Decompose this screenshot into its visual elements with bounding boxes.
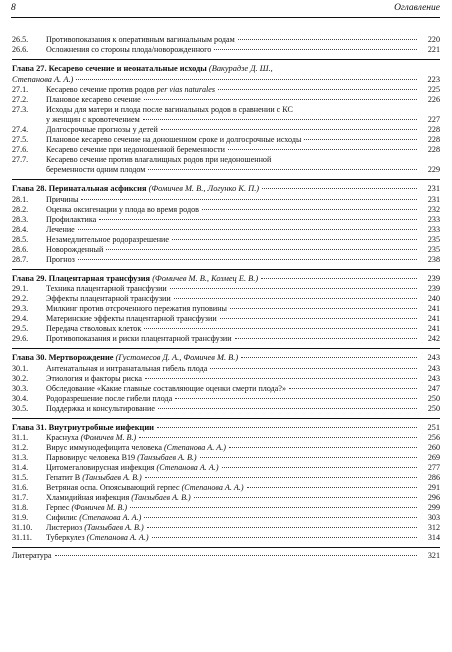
dot-leader: [76, 79, 417, 80]
section-title-cont: беременности одним плодом: [46, 165, 146, 174]
section-title: Плановое кесарево сечение на доношенном сроке и долгосрочные исходы: [46, 135, 302, 144]
section-number: 28.2.: [12, 204, 29, 214]
section-subtitle: (Танзыбаев А. В.): [137, 453, 197, 462]
dot-leader: [157, 427, 417, 428]
dot-leader: [143, 119, 417, 120]
chapter-authors: (Фомичев М. В., Логунко К. П.): [148, 184, 260, 193]
page-ref: 241: [427, 324, 440, 333]
section-entry[interactable]: [12, 314, 440, 324]
section-entry[interactable]: [12, 384, 440, 394]
page-ref: 241: [427, 314, 440, 323]
section-entry[interactable]: [12, 433, 440, 443]
section-title: Исходы для матери и плода после вагинальных родов в сравнении с КС: [46, 105, 293, 114]
section-title: Кесарево сечение против родов: [46, 85, 157, 94]
section-number: 31.9.: [12, 513, 29, 522]
table-of-contents: [12, 35, 440, 561]
dot-leader: [241, 357, 417, 358]
section-entry[interactable]: [12, 523, 440, 533]
section-title: Парвовирус человека B19: [46, 453, 138, 462]
dot-leader: [247, 487, 417, 488]
page-ref: 243: [427, 353, 440, 362]
section-subtitle: (Танзыбаев А. В.): [82, 473, 142, 482]
section-entry[interactable]: [12, 35, 440, 45]
dot-leader: [158, 408, 417, 409]
section-divider: [12, 348, 440, 349]
section-title: Вирус иммунодефицита человека: [46, 443, 164, 452]
section-number: 29.3.: [12, 304, 29, 313]
section-entry[interactable]: [12, 473, 440, 483]
dot-leader: [220, 318, 417, 319]
page-ref: 286: [427, 473, 440, 482]
section-number: 30.3.: [12, 383, 29, 393]
page-ref: 239: [427, 273, 440, 283]
section-number: 30.1.: [12, 363, 29, 373]
page-ref: 260: [427, 443, 440, 452]
section-number: 31.7.: [12, 493, 29, 502]
section-title: Ветряная оспа. Опоясывающий герпес: [46, 483, 182, 492]
dot-leader: [144, 328, 417, 329]
section-subtitle: (Танзыбаев А. В.): [84, 523, 144, 532]
section-entry[interactable]: [12, 483, 440, 493]
section-number: 29.6.: [12, 334, 29, 343]
page-ref: 321: [427, 551, 440, 560]
page-ref: 229: [427, 165, 440, 174]
chapter-entry[interactable]: [12, 64, 440, 85]
section-entry[interactable]: [12, 125, 440, 135]
chapter-title: Глава 30. Мертворождение: [12, 353, 114, 362]
dot-leader: [238, 39, 417, 40]
chapter-authors-cont: Степанова А. А.): [12, 74, 74, 84]
page-ref: 233: [427, 214, 440, 224]
section-title: Антенатальная и интранатальная гибель плода: [46, 363, 208, 373]
section-number: 31.6.: [12, 483, 29, 492]
page-ref: 277: [427, 463, 440, 472]
page-ref: 291: [427, 483, 440, 492]
dot-leader: [99, 219, 417, 220]
section-number: 31.4.: [12, 463, 29, 472]
page-ref: 299: [427, 503, 440, 512]
dot-leader: [235, 338, 417, 339]
section-title: Милкинг против отсроченного пережатия пуповины: [46, 304, 227, 313]
page-ref: 303: [427, 513, 440, 522]
section-number: 31.10.: [12, 523, 33, 532]
section-title: Герпес: [46, 503, 72, 512]
running-title: Оглавление: [394, 3, 440, 13]
section-title-cont: у женщин с кровотечением: [46, 115, 140, 124]
section-number: 26.5.: [12, 35, 29, 44]
chapter-title: Глава 27. Кесарево сечение и неонатальные исходы: [12, 64, 207, 73]
section-number: 31.11.: [12, 533, 32, 542]
section-subtitle: (Степанова А. А.): [86, 533, 149, 542]
page-number: 8: [11, 3, 16, 13]
section-subtitle: (Фомичев М. В.): [71, 503, 128, 512]
section-entry[interactable]: [12, 374, 440, 384]
section-subtitle: per vias naturales: [156, 85, 216, 94]
section-number: 26.6.: [12, 45, 29, 54]
section-title: Цитомегаловирусная инфекция: [46, 463, 157, 472]
dot-leader: [262, 188, 417, 189]
references-entry[interactable]: [12, 551, 440, 561]
section-entry[interactable]: [12, 394, 440, 404]
section-divider: [12, 269, 440, 270]
section-title: Хламидийная инфекция: [46, 493, 132, 502]
section-title: Оценка оксигенации у плода во время родов: [46, 204, 199, 214]
chapter-entry[interactable]: [12, 353, 440, 364]
section-number: 28.1.: [12, 194, 29, 204]
section-entry[interactable]: [12, 235, 440, 245]
section-divider: [12, 418, 440, 419]
section-entry[interactable]: [12, 225, 440, 235]
section-entry[interactable]: [12, 443, 440, 453]
dot-leader: [170, 288, 417, 289]
section-entry[interactable]: [12, 304, 440, 314]
section-title: Сифилис: [46, 513, 80, 522]
section-entry[interactable]: [12, 205, 440, 215]
section-number: 31.1.: [12, 433, 29, 442]
section-entry[interactable]: [12, 95, 440, 105]
chapter-authors: (Вакурадзе Д. Ш.,: [208, 64, 273, 73]
page-ref: 228: [427, 135, 440, 144]
section-entry[interactable]: [12, 364, 440, 374]
page-ref: 314: [427, 533, 440, 542]
section-subtitle: (Степанова А. А.): [181, 483, 244, 492]
section-title: Техника плацентарной трансфузии: [46, 284, 167, 293]
section-entry[interactable]: [12, 245, 440, 255]
page-ref: 251: [427, 422, 440, 432]
dot-leader: [106, 249, 417, 250]
section-entry[interactable]: [12, 45, 440, 55]
dot-leader: [289, 388, 417, 389]
section-number: 31.5.: [12, 473, 29, 482]
dot-leader: [144, 517, 417, 518]
page-ref: 235: [427, 244, 440, 254]
section-number: 30.4.: [12, 393, 29, 403]
dot-leader: [222, 467, 417, 468]
section-number: 31.8.: [12, 503, 29, 512]
section-title: Новорожденный: [46, 244, 104, 254]
page-ref: 242: [427, 334, 440, 343]
section-entry[interactable]: [12, 85, 440, 95]
dot-leader: [130, 507, 417, 508]
section-divider: [12, 547, 440, 548]
page-ref: 231: [427, 184, 440, 193]
page-ref: 238: [427, 254, 440, 264]
dot-leader: [229, 447, 417, 448]
page-ref: 269: [427, 453, 440, 462]
section-title: Осложнения со стороны плода/новорожденного: [46, 45, 212, 54]
section-number: 27.5.: [12, 135, 29, 144]
page-ref: 247: [427, 383, 440, 393]
section-entry[interactable]: [12, 105, 440, 125]
dot-leader: [200, 457, 417, 458]
page-ref: 228: [427, 145, 440, 154]
dot-leader: [228, 149, 417, 150]
section-divider: [12, 59, 440, 60]
section-number: 31.2.: [12, 443, 29, 452]
dot-leader: [230, 308, 417, 309]
dot-leader: [152, 537, 417, 538]
section-entry[interactable]: [12, 155, 440, 175]
page-ref: 312: [427, 523, 440, 532]
section-number: 27.1.: [12, 85, 29, 94]
page-ref: 221: [427, 45, 440, 54]
section-entry[interactable]: [12, 493, 440, 503]
section-entry[interactable]: [12, 255, 440, 265]
section-subtitle: (Степанова А. А.): [163, 443, 226, 452]
section-entry[interactable]: [12, 453, 440, 463]
section-number: 29.4.: [12, 314, 29, 323]
dot-leader: [78, 229, 417, 230]
section-number: 30.2.: [12, 373, 29, 383]
section-subtitle: (Танзыбаев А. В.): [131, 493, 191, 502]
section-title: Обследование «Какие главные составляющие оценки смерти плода?»: [46, 383, 287, 393]
dot-leader: [147, 527, 417, 528]
section-title: Поддержка и консультирование: [46, 403, 155, 413]
chapter-authors: (Фомичев М. В., Козмец Е. В.): [152, 273, 259, 283]
dot-leader: [161, 129, 417, 130]
section-entry[interactable]: [12, 135, 440, 145]
section-number: 28.4.: [12, 224, 29, 234]
dot-leader: [174, 298, 417, 299]
section-title: Прогноз: [46, 254, 75, 264]
section-number: 28.3.: [12, 214, 29, 224]
dot-leader: [148, 169, 417, 170]
section-title: Материнские эффекты плацентарной трансфузии: [46, 314, 217, 323]
section-subtitle: (Фомичев М. В.): [80, 433, 137, 442]
chapter-entry[interactable]: [12, 274, 440, 285]
page-ref: 223: [427, 74, 440, 84]
page-ref: 250: [427, 393, 440, 403]
page-ref: 241: [427, 304, 440, 313]
section-title: Противопоказания и риски плацентарной трансфузии: [46, 334, 232, 343]
dot-leader: [210, 368, 417, 369]
section-number: 27.4.: [12, 125, 29, 134]
section-number: 29.1.: [12, 284, 29, 293]
section-number: 27.6.: [12, 145, 29, 154]
page-ref: 226: [427, 95, 440, 104]
dot-leader: [218, 89, 417, 90]
section-entry[interactable]: [12, 294, 440, 304]
chapter-title: Глава 28. Перинатальная асфиксия: [12, 184, 147, 193]
dot-leader: [214, 49, 417, 50]
section-title: Литература: [12, 551, 52, 560]
section-title: Долгосрочные прогнозы у детей: [46, 125, 158, 134]
section-entry[interactable]: [12, 284, 440, 294]
section-entry[interactable]: [12, 324, 440, 334]
section-entry[interactable]: [12, 145, 440, 155]
section-title: Незамедлительное родоразрешение: [46, 234, 169, 244]
section-title: Профилактика: [46, 214, 97, 224]
section-entry[interactable]: [12, 215, 440, 225]
dot-leader: [202, 209, 417, 210]
section-title: Гепатит В: [46, 473, 83, 482]
section-title: Кесарево сечение против влагалищных родов при недоношенной: [46, 155, 272, 164]
section-title: Листериоз: [46, 523, 85, 532]
page-ref: 235: [427, 234, 440, 244]
dot-leader: [81, 199, 417, 200]
page-ref: 227: [427, 115, 440, 124]
section-title: Родоразрешение после гибели плода: [46, 393, 173, 403]
dot-leader: [145, 378, 417, 379]
section-title: Туберкулез: [46, 533, 87, 542]
page-ref: 228: [427, 125, 440, 134]
section-number: 30.5.: [12, 403, 29, 413]
section-title: Передача стволовых клеток: [46, 324, 142, 333]
page-ref: 256: [427, 433, 440, 442]
section-entry[interactable]: [12, 404, 440, 414]
section-subtitle: (Степанова А. А.): [156, 463, 219, 472]
section-entry[interactable]: [12, 334, 440, 344]
section-number: 27.2.: [12, 95, 29, 104]
page-ref: 232: [427, 204, 440, 214]
dot-leader: [144, 99, 417, 100]
page-ref: 225: [427, 85, 440, 94]
dot-leader: [261, 278, 417, 279]
page-ref: 231: [427, 194, 440, 204]
section-number: 29.5.: [12, 324, 29, 333]
section-entry[interactable]: [12, 513, 440, 523]
running-header: [11, 2, 440, 16]
header-rule: [11, 17, 440, 18]
section-number: 31.3.: [12, 453, 29, 462]
page-ref: 250: [427, 403, 440, 413]
section-title: Кесарево сечение при недоношенной беременности: [46, 145, 225, 154]
section-subtitle: (Степанова А. А.): [79, 513, 142, 522]
page-ref: 296: [427, 493, 440, 502]
chapter-entry[interactable]: [12, 184, 440, 195]
page-ref: 239: [427, 284, 440, 293]
chapter-entry[interactable]: [12, 423, 440, 434]
section-entry[interactable]: [12, 533, 440, 543]
dot-leader: [175, 398, 417, 399]
dot-leader: [194, 497, 417, 498]
section-number: 27.3.: [12, 105, 29, 114]
section-number: 28.5.: [12, 234, 29, 244]
section-title: Краснуха: [46, 433, 81, 442]
section-number: 29.2.: [12, 294, 29, 303]
section-entry[interactable]: [12, 463, 440, 473]
section-number: 27.7.: [12, 155, 29, 164]
section-divider: [12, 179, 440, 180]
page-ref: 240: [427, 294, 440, 303]
page-ref: 220: [427, 35, 440, 44]
page-ref: 243: [427, 363, 440, 373]
chapter-title: Глава 31. Внутриутробные инфекции: [12, 422, 155, 432]
page-ref: 233: [427, 224, 440, 234]
dot-leader: [78, 259, 417, 260]
section-title: Плановое кесарево сечение: [46, 95, 141, 104]
section-title: Причины: [46, 194, 79, 204]
dot-leader: [139, 437, 417, 438]
dot-leader: [172, 239, 417, 240]
section-entry[interactable]: [12, 503, 440, 513]
section-title: Лечение: [46, 224, 75, 234]
section-title: Этиология и факторы риска: [46, 373, 143, 383]
section-number: 28.6.: [12, 244, 29, 254]
section-number: 28.7.: [12, 254, 29, 264]
chapter-authors: (Густомесов Д. А., Фомичев М. В.): [115, 353, 239, 362]
dot-leader: [304, 139, 417, 140]
chapter-title: Глава 29. Плацентарная трансфузия: [12, 273, 151, 283]
section-title: Эффекты плацентарной трансфузии: [46, 294, 171, 303]
dot-leader: [145, 477, 417, 478]
page-ref: 243: [427, 373, 440, 383]
dot-leader: [55, 555, 418, 556]
section-title: Противопоказания к оперативным вагинальным родам: [46, 35, 235, 44]
section-entry[interactable]: [12, 195, 440, 205]
